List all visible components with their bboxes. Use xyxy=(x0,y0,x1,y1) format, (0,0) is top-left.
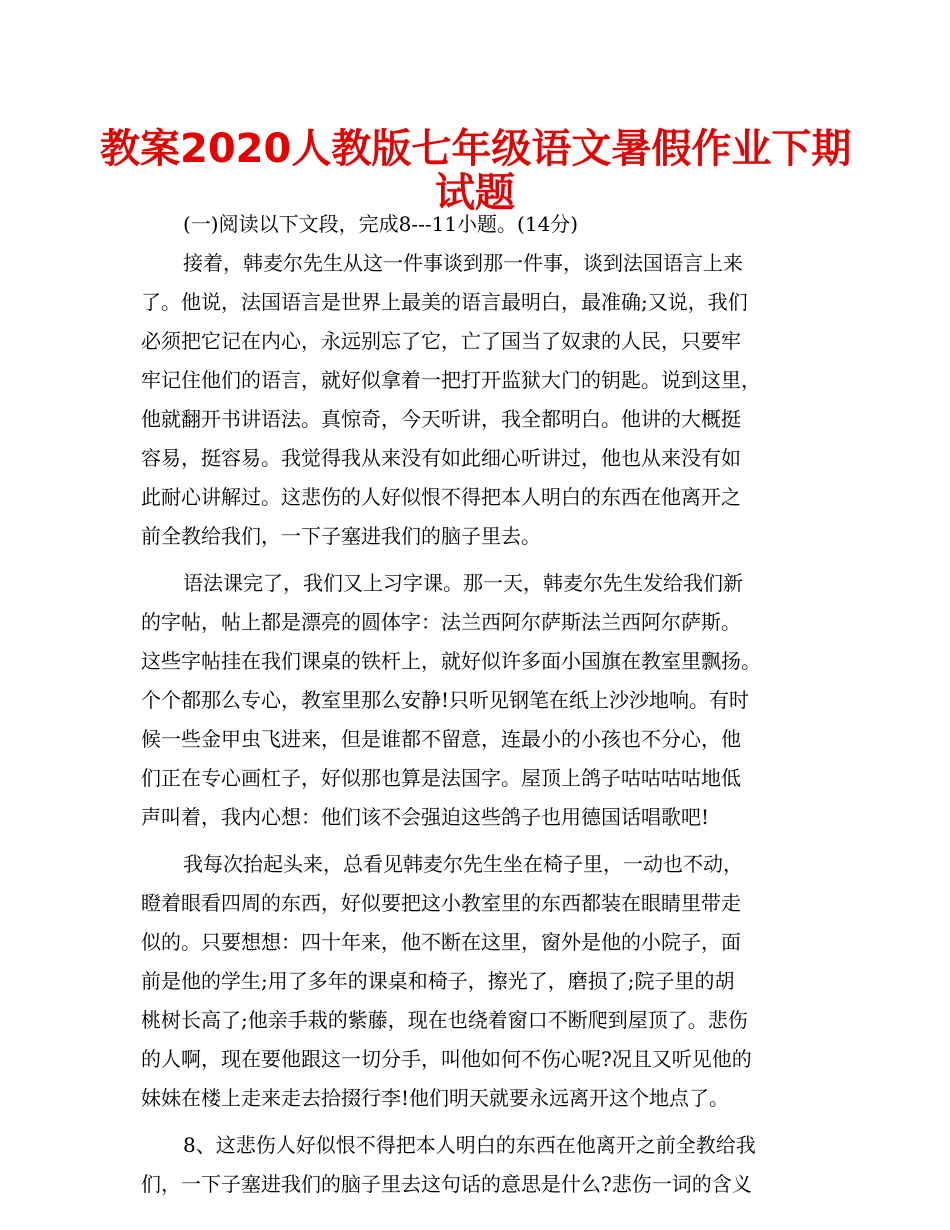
paragraph-line: 声叫着，我内心想：他们该不会强迫这些鸽子也用德国话唱歌吧! xyxy=(141,805,710,829)
question-line: 们，一下子塞进我们的脑子里去这句话的意思是什么?悲伤一词的含义 xyxy=(141,1172,752,1196)
paragraph-line: 个个都那么专心，教室里那么安静!只听见钢笔在纸上沙沙地响。有时 xyxy=(141,688,750,712)
paragraph-line: 必须把它记在内心，永远别忘了它，亡了国当了奴隶的人民，只要牢 xyxy=(141,329,741,353)
paragraph-line: 了。他说，法国语言是世界上最美的语言最明白，最准确;又说，我们 xyxy=(141,290,748,314)
paragraph-line: 前全教给我们，一下子塞进我们的脑子里去。 xyxy=(141,524,541,548)
paragraph-line: 我每次抬起头来，总看见韩麦尔先生坐在椅子里，一动也不动， xyxy=(183,852,743,876)
paragraph-line: 桃树长高了;他亲手栽的紫藤，现在也绕着窗口不断爬到屋顶了。悲伤 xyxy=(141,1008,748,1032)
paragraph-3 xyxy=(141,845,809,1118)
paragraph-1 xyxy=(141,244,809,556)
section-heading: (一)阅读以下文段，完成8---11小题。(14分) xyxy=(183,212,579,236)
paragraph-line: 此耐心讲解过。这悲伤的人好似恨不得把本人明白的东西在他离开之 xyxy=(141,485,741,509)
paragraph-line: 候一些金甲虫飞进来，但是谁都不留意，连最小的小孩也不分心，他 xyxy=(141,727,741,751)
paragraph-line: 容易，挺容易。我觉得我从来没有如此细心听讲过，他也从来没有如 xyxy=(141,446,741,470)
document-title-line-1: 教案2020人教版七年级语文暑假作业下期 xyxy=(100,126,852,172)
paragraph-2 xyxy=(141,564,809,837)
paragraph-line: 瞪着眼看四周的东西，好似要把这小教室里的东西都装在眼睛里带走 xyxy=(141,891,741,915)
paragraph-line: 他就翻开书讲语法。真惊奇，今天听讲，我全都明白。他讲的大概挺 xyxy=(141,407,741,431)
paragraph-line: 们正在专心画杠子，好似那也算是法国字。屋顶上鸽子咕咕咕咕地低 xyxy=(141,766,741,790)
paragraph-line: 牢记住他们的语言，就好似拿着一把打开监狱大门的钥匙。说到这里， xyxy=(141,368,761,392)
question-8 xyxy=(141,1126,809,1204)
question-line: 8、这悲伤人好似恨不得把本人明白的东西在他离开之前全教给我 xyxy=(183,1133,756,1157)
document-title-line-2: 试题 xyxy=(435,170,515,216)
paragraph-line: 似的。只要想想：四十年来，他不断在这里，窗外是他的小院子，面 xyxy=(141,930,741,954)
paragraph-line: 语法课完了，我们又上习字课。那一天，韩麦尔先生发给我们新 xyxy=(183,571,743,595)
paragraph-line: 妹妹在楼上走来走去拾掇行李!他们明天就要永远离开这个地点了。 xyxy=(141,1086,730,1110)
paragraph-line: 前是他的学生;用了多年的课桌和椅子，擦光了，磨损了;院子里的胡 xyxy=(141,969,735,993)
paragraph-line: 这些字帖挂在我们课桌的铁杆上，就好似许多面小国旗在教室里飘扬。 xyxy=(141,649,761,673)
paragraph-line: 接着，韩麦尔先生从这一件事谈到那一件事，谈到法国语言上来 xyxy=(183,251,743,275)
document-body xyxy=(141,205,809,1204)
paragraph-line: 的字帖，帖上都是漂亮的圆体字：法兰西阿尔萨斯法兰西阿尔萨斯。 xyxy=(141,610,741,634)
paragraph-line: 的人啊，现在要他跟这一切分手，叫他如何不伤心呢?况且又听见他的 xyxy=(141,1047,752,1071)
